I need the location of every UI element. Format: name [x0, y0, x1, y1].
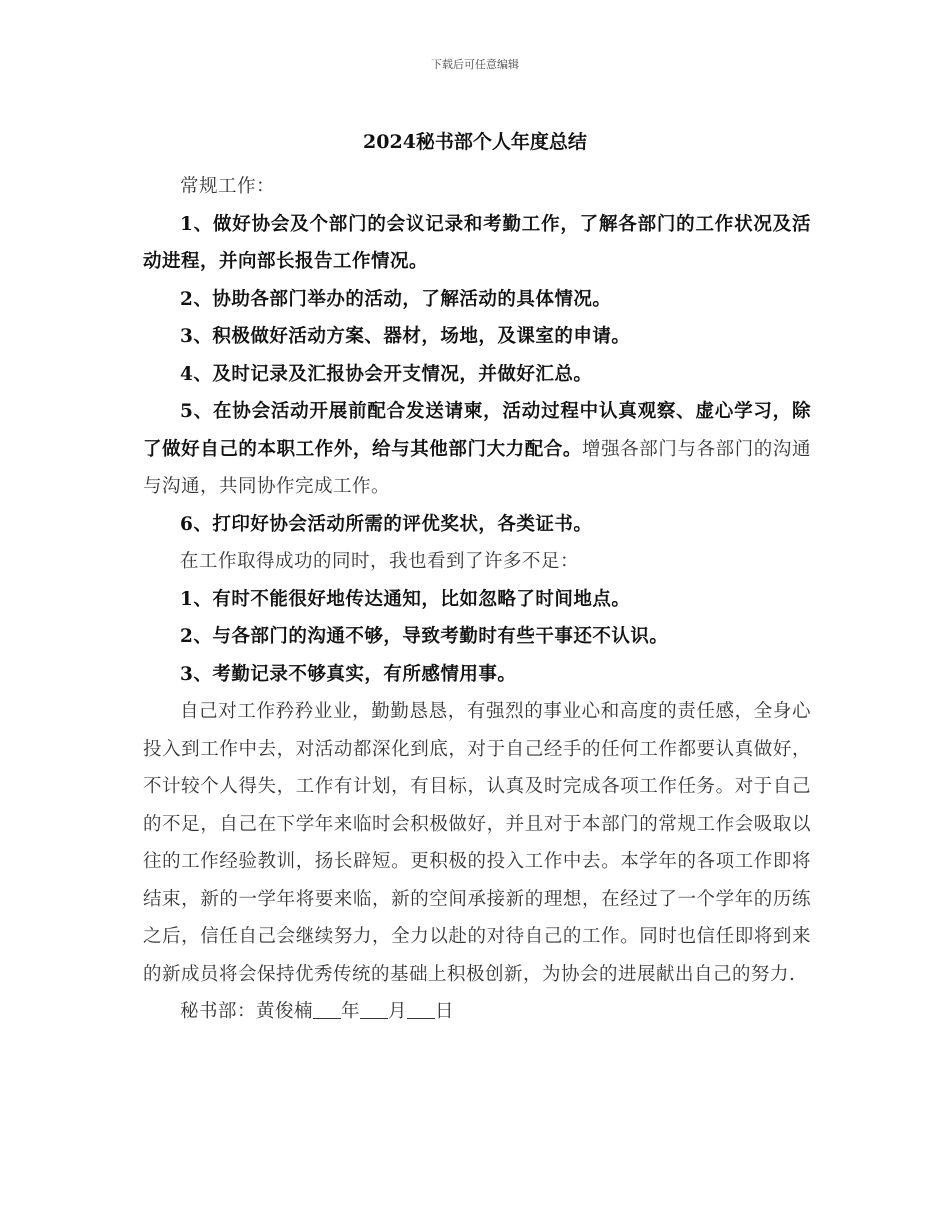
signature-month: 月: [388, 1001, 408, 1022]
document-body: [143, 168, 811, 1031]
routine-item-5-normal: 增强各部门与各部门的沟通与沟通，共同协作完成工作。: [143, 438, 811, 497]
signature-label: 秘书部：黄俊楠: [180, 1001, 314, 1022]
routine-item-3: 3、积极做好活动方案、器材，场地，及课室的申请。: [180, 326, 631, 347]
shortcoming-item-1: 1、有时不能很好地传达通知，比如忽略了时间地点。: [180, 588, 631, 610]
signature-year: 年: [341, 1001, 361, 1022]
routine-item-4: 4、及时记录及汇报协会开支情况，并做好汇总。: [180, 363, 593, 385]
month-blank: [360, 1000, 388, 1019]
routine-item-1: 1、做好协会及个部门的会议记录和考勤工作，了解各部门的工作状况及活动进程，并向部长报告工作情况。: [143, 213, 811, 272]
routine-item-5-bold: 5、在协会活动开展前配合发送请柬，活动过程中认真观察、虚心学习，除了做好自己的本职工作外，给与其他部门大力配合。: [143, 401, 811, 460]
routine-item-6: 6、打印好协会活动所需的评优奖状，各类证书。: [180, 513, 593, 535]
day-blank: [407, 1000, 435, 1019]
shortcoming-item-3: 3、考勤记录不够真实，有所感情用事。: [180, 663, 517, 685]
routine-item-5: [143, 393, 811, 506]
closing-paragraph: 自己对工作矜矜业业，勤勤恳恳，有强烈的事业心和高度的责任感，全身心投入到工作中去，对活动都深化到底，对于自己经手的任何工作都要认真做好，不计较个人得失，工作有计划，有目标，认真及时完成各项工作任务。对于自己的不足，自己在下学年来临时会积极做好，并且对于本部门的常规工作会吸取以往的工作经验教训，扬长辟短。更积极的投入工作中去。本学年的各项工作即将结束，新的一学年将要来临，新的空间承接新的理想，在经过了一个学年的历练之后，信任自己会继续努力，全力以赴的对待自己的工作。同时也信任即将到来的新成员将会保持优秀传统的基础上积极创新，为协会的进展献出自己的努力.: [143, 701, 811, 985]
shortcomings-heading: 在工作取得成功的同时，我也看到了许多不足：: [180, 551, 580, 572]
header-note: 下载后可任意编辑: [431, 58, 519, 71]
signature-day: 日: [435, 1001, 455, 1022]
shortcoming-item-2: 2、与各部门的沟通不够，导致考勤时有些干事还不认识。: [180, 626, 669, 647]
document-title: 2024秘书部个人年度总结: [363, 131, 587, 153]
signature-line: [143, 993, 811, 1031]
routine-heading: 常规工作：: [180, 176, 276, 197]
routine-item-2: 2、协助各部门举办的活动，了解活动的具体情况。: [180, 288, 612, 310]
year-blank: [313, 1000, 341, 1019]
